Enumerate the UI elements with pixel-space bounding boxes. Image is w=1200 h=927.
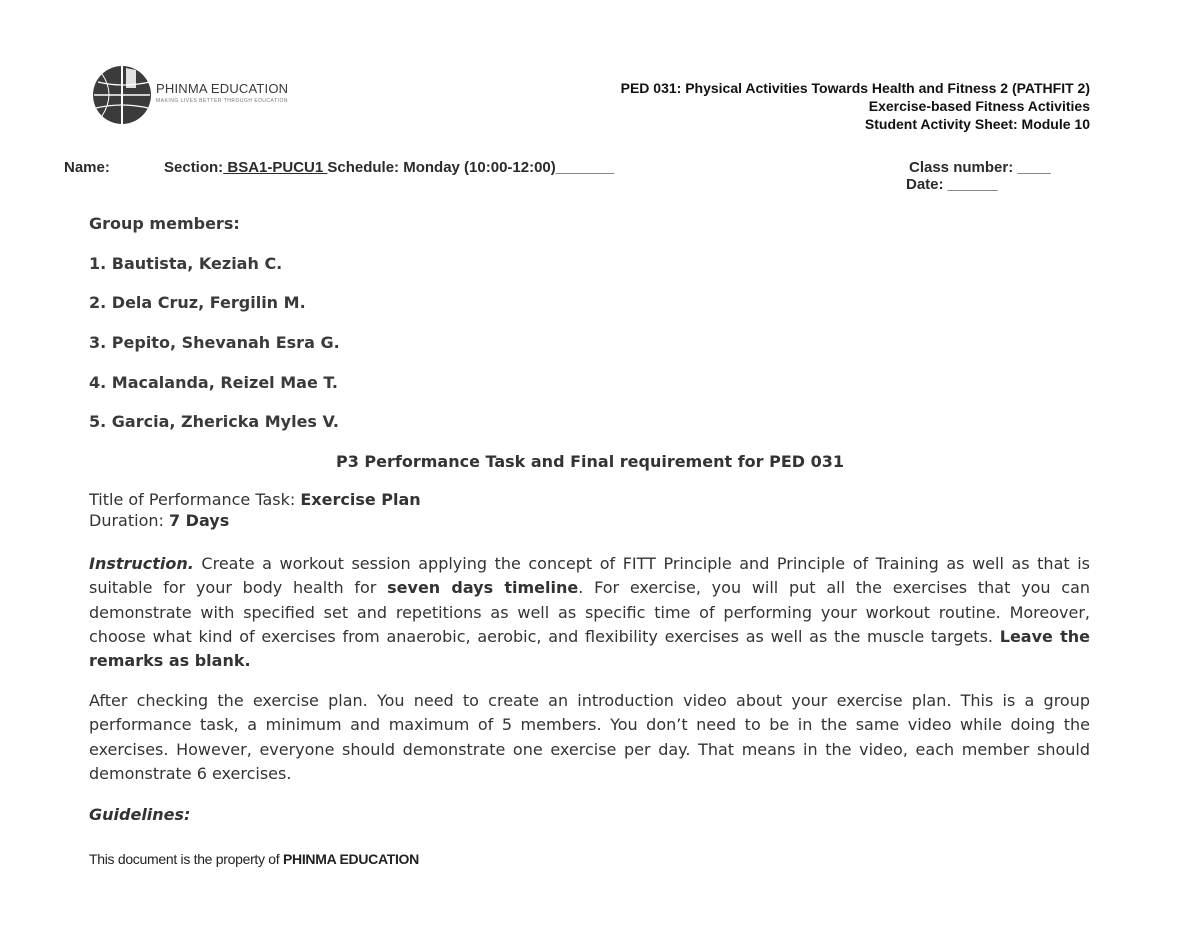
instruction-paragraph [89, 552, 1090, 673]
instruction-lead: Instruction. [89, 554, 194, 573]
instruction-emphasis-2: Leave the remarks as blank. [89, 626, 1090, 671]
course-title: PED 031: Physical Activities Towards Health and Fitness 2 (PATHFIT 2) [620, 80, 1090, 96]
logo-tagline: MAKING LIVES BETTER THROUGH EDUCATION [156, 98, 288, 104]
task-title-block [89, 489, 1090, 531]
group-members-heading: Group members: [89, 214, 240, 233]
phinma-globe-icon [92, 64, 152, 126]
task-heading: P3 Performance Task and Final requirement for PED 031 [335, 452, 845, 471]
footer-text: This document is the property of [89, 851, 283, 867]
instruction-emphasis-1: seven days timeline [387, 578, 579, 598]
footer-notice [89, 851, 419, 867]
member-item: 1. Bautista, Keziah C. [89, 254, 283, 273]
footer-brand: PHINMA EDUCATION [282, 851, 419, 867]
task-title-line [89, 489, 1090, 510]
member-item: 4. Macalanda, Reizel Mae T. [89, 373, 338, 392]
member-item: 5. Garcia, Zhericka Myles V. [89, 412, 339, 431]
task-title-label: Title of Performance Task: [89, 490, 301, 509]
module-label: Student Activity Sheet: Module 10 [864, 116, 1090, 132]
video-paragraph: After checking the exercise plan. You need to create an introduction video about your exercise plan. This is a group performance task, a minimum and maximum of 5 members. You don’t need to be in the same video while doing the exercises. However, everyone should demonstrate one exercise per day. That means in the video, each member should demonstrate 6 exercises. [89, 691, 1090, 783]
task-duration-label: Duration: [89, 511, 169, 530]
instruction-text-1: Create a workout session applying the concept of FITT Principle and Principle of Training as well as that is suitable for your body health for [89, 554, 1090, 598]
member-item: 2. Dela Cruz, Fergilin M. [89, 293, 306, 312]
date-field: Date: ______ [906, 176, 998, 193]
guidelines-heading: Guidelines: [89, 805, 191, 824]
task-duration-line [89, 510, 1090, 531]
course-header [621, 79, 1090, 133]
task-duration-value: 7 Days [168, 511, 230, 530]
member-item: 3. Pepito, Shevanah Esra G. [89, 333, 340, 352]
task-title-value: Exercise Plan [300, 490, 421, 509]
logo-name: PHINMA EDUCATION [156, 81, 289, 96]
section-label: Section: [164, 159, 224, 176]
course-subtitle: Exercise-based Fitness Activities [868, 98, 1090, 114]
phinma-logo [92, 64, 292, 126]
instruction-text-2: . For exercise, you will put all the exercises that you can demonstrate with specified set and repetitions as well as specific time of performing your workout routine. Moreover, choose what kind of exercises from anaerobic, aerobic, and flexibility exercises as well as the muscle targets. [89, 578, 1091, 646]
schedule-text: Schedule: Monday (10:00-12:00)_______ [327, 159, 615, 176]
name-label: Name: [64, 159, 110, 176]
section-value: BSA1-PUCU1 [223, 159, 328, 176]
section-schedule-line [164, 159, 614, 176]
class-number: Class number: ____ [909, 159, 1051, 176]
